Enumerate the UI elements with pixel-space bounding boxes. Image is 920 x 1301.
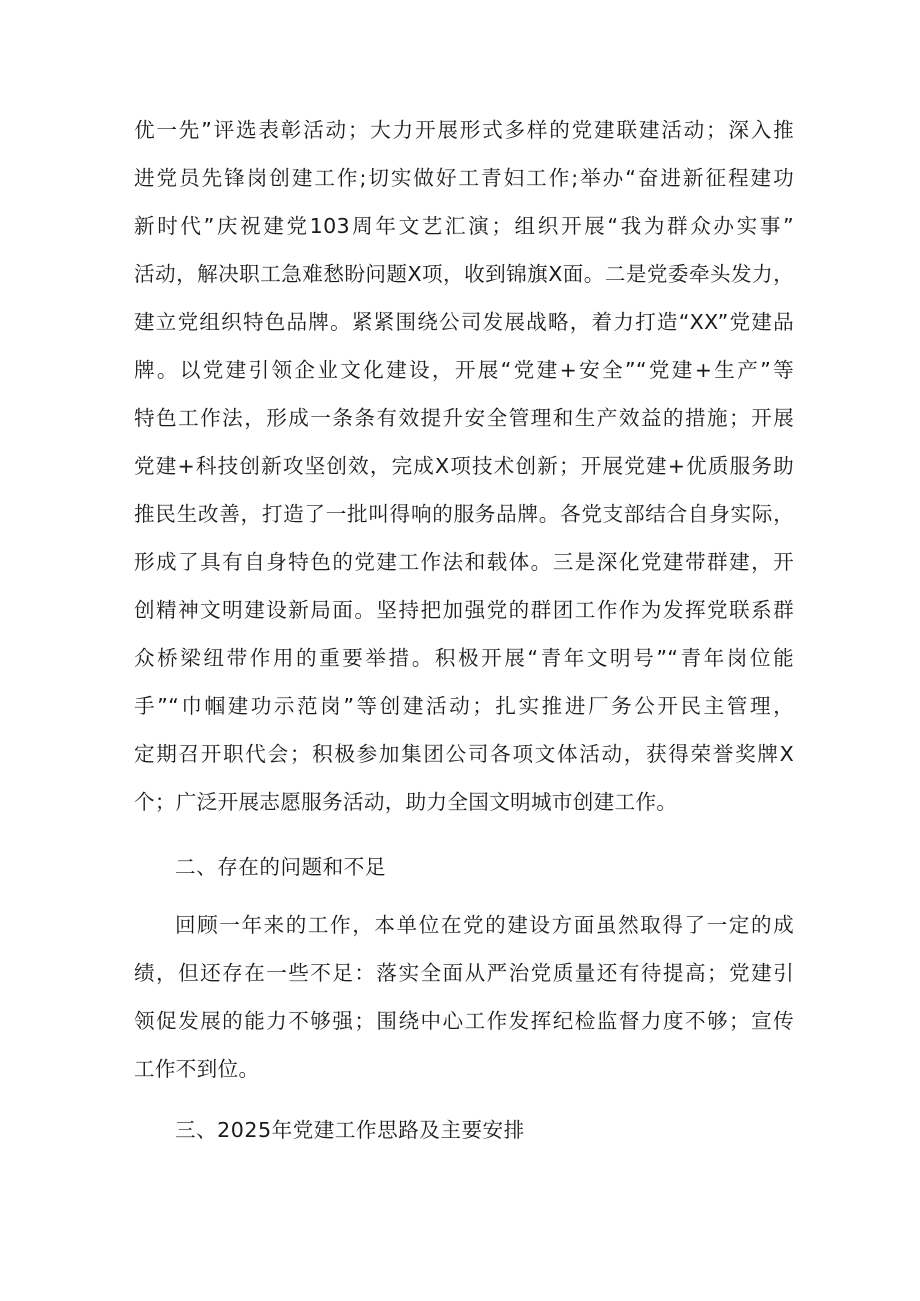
section-heading: 二、存在的问题和不足 xyxy=(175,855,386,879)
text-line: 形成了具有自身特色的党建工作法和载体。三是深化党建带群建，开 xyxy=(134,550,794,574)
text-line: 众桥梁纽带作用的重要举措。积极开展“青年文明号”“青年岗位能 xyxy=(134,646,794,670)
text-line: 进党员先锋岗创建工作;切实做好工青妇工作;举办“奋进新征程建功 xyxy=(134,166,794,190)
text-line: 特色工作法，形成一条条有效提升安全管理和生产效益的措施；开展 xyxy=(134,406,794,430)
text-line: 推民生改善，打造了一批叫得响的服务品牌。各党支部结合自身实际， xyxy=(134,502,794,526)
text-line: 回顾一年来的工作，本单位在党的建设方面虽然取得了一定的成 xyxy=(175,913,794,937)
section-heading: 三、2025年党建工作思路及主要安排 xyxy=(175,1118,525,1142)
text-line: 优一先”评选表彰活动；大力开展形式多样的党建联建活动；深入推 xyxy=(134,118,794,142)
text-line: 新时代”庆祝建党103周年文艺汇演；组织开展“我为群众办实事” xyxy=(134,214,794,238)
text-line: 创精神文明建设新局面。坚持把加强党的群团工作作为发挥党联系群 xyxy=(134,598,794,622)
text-line: 建立党组织特色品牌。紧紧围绕公司发展战略，着力打造“XX”党建品 xyxy=(134,310,794,334)
text-line: 活动，解决职工急难愁盼问题X项，收到锦旗X面。二是党委牵头发力， xyxy=(134,262,794,286)
text-line: 领促发展的能力不够强；围绕中心工作发挥纪检监督力度不够；宣传 xyxy=(134,1009,794,1033)
text-line: 牌。以党建引领企业文化建设，开展“党建+安全”“党建+生产”等 xyxy=(134,358,794,382)
text-line: 党建+科技创新攻坚创效，完成X项技术创新；开展党建+优质服务助 xyxy=(134,454,794,478)
text-line: 个；广泛开展志愿服务活动，助力全国文明城市创建工作。 xyxy=(134,790,678,814)
text-line: 手”“巾帼建功示范岗”等创建活动；扎实推进厂务公开民主管理， xyxy=(134,694,794,718)
text-line: 定期召开职代会；积极参加集团公司各项文体活动，获得荣誉奖牌X xyxy=(134,742,794,766)
text-line: 工作不到位。 xyxy=(134,1057,260,1081)
text-line: 绩，但还存在一些不足：落实全面从严治党质量还有待提高；党建引 xyxy=(134,961,794,985)
